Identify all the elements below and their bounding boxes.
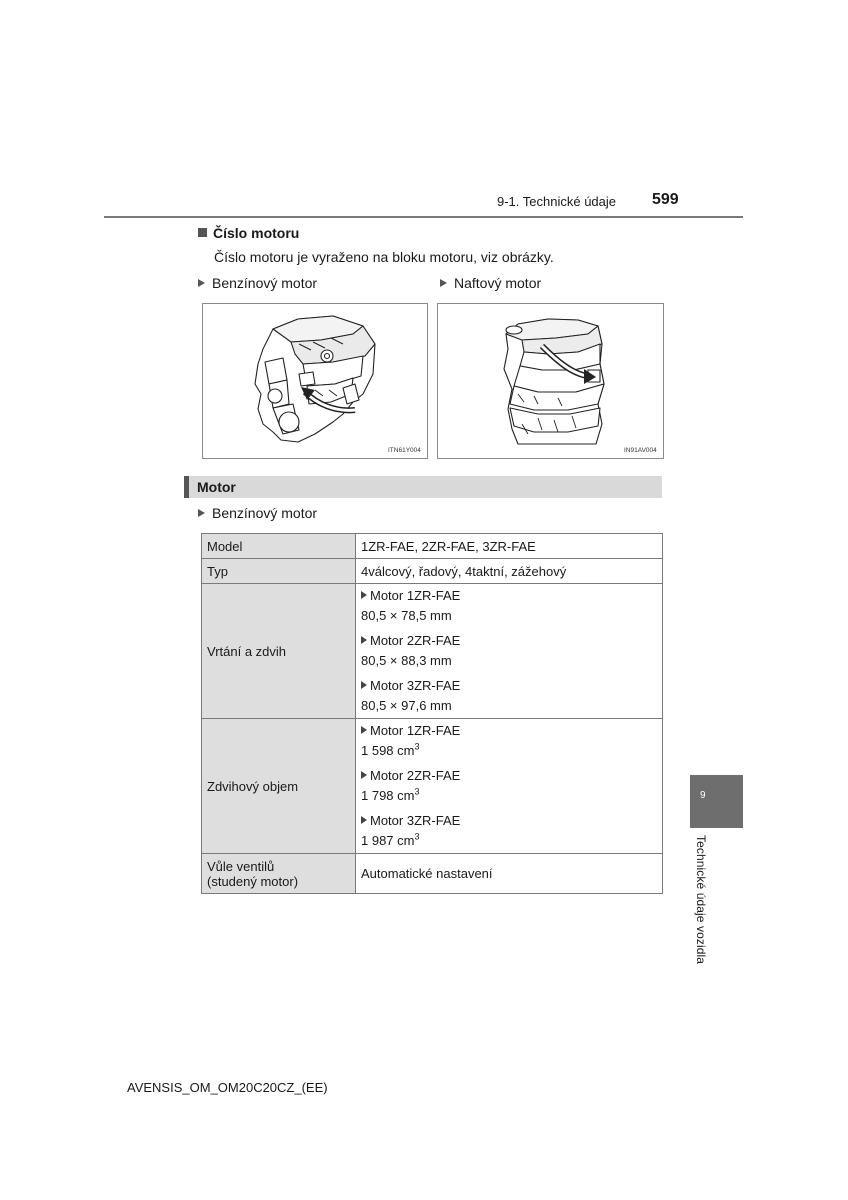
engine-number-description: Číslo motoru je vyraženo na bloku motoru, viz obrázky. [214, 249, 554, 265]
motor-petrol-subheading [198, 505, 317, 521]
triangle-bullet-icon [198, 509, 205, 517]
list-item [361, 811, 657, 851]
triangle-bullet-icon [361, 726, 367, 734]
section-accent [184, 476, 189, 498]
motor-petrol-subheading-text: Benzínový motor [212, 505, 318, 521]
diesel-engine-figure [437, 303, 664, 459]
engine-variant: Motor 2ZR-FAE [370, 633, 461, 648]
motor-section-bar [184, 476, 662, 498]
displacement-value [361, 786, 657, 806]
displacement-number: 1 987 cm [361, 833, 415, 848]
chapter-number: 9 [700, 790, 706, 801]
displacement-value [361, 741, 657, 761]
petrol-engine-figure [202, 303, 428, 459]
engine-variant: Motor 1ZR-FAE [370, 588, 461, 603]
engine-number-heading [198, 225, 299, 241]
diesel-engine-illustration [438, 304, 663, 458]
list-item [361, 721, 657, 761]
footer-code: AVENSIS_OM_OM20C20CZ_(EE) [127, 1080, 328, 1095]
triangle-bullet-icon [361, 816, 367, 824]
engine-spec-table [201, 533, 663, 894]
engine-variant: Motor 3ZR-FAE [370, 678, 461, 693]
triangle-bullet-icon [198, 279, 205, 287]
triangle-bullet-icon [440, 279, 447, 287]
displacement-number: 1 798 cm [361, 788, 415, 803]
displacement-value [361, 831, 657, 851]
row-label: Vrtání a zdvih [202, 584, 356, 719]
row-value: 1ZR-FAE, 2ZR-FAE, 3ZR-FAE [356, 534, 663, 559]
engine-number-heading-text: Číslo motoru [213, 225, 300, 241]
square-bullet-icon [198, 228, 207, 237]
engine-variant: Motor 1ZR-FAE [370, 723, 461, 738]
petrol-engine-illustration [203, 304, 427, 458]
table-row [202, 584, 663, 719]
page-number: 599 [652, 191, 679, 208]
petrol-figure-code: ITN61Y004 [388, 447, 421, 454]
diesel-engine-label-text: Naftový motor [454, 275, 542, 291]
row-value [356, 719, 663, 854]
row-value: 4válcový, řadový, 4taktní, zážehový [356, 559, 663, 584]
row-label-line: Vůle ventilů [207, 858, 275, 874]
header-section-title: 9-1. Technické údaje [497, 194, 617, 209]
unit-exponent: 3 [414, 741, 420, 752]
table-row [202, 719, 663, 854]
row-label: Model [202, 534, 356, 559]
displacement-number: 1 598 cm [361, 743, 415, 758]
row-label [202, 854, 356, 894]
unit-exponent: 3 [414, 831, 420, 842]
table-row [202, 559, 663, 584]
bore-stroke-value: 80,5 × 78,5 mm [361, 608, 452, 623]
list-item [361, 676, 657, 716]
row-value: Automatické nastavení [356, 854, 663, 894]
row-label: Zdvihový objem [202, 719, 356, 854]
row-label-line: (studený motor) [207, 873, 299, 889]
triangle-bullet-icon [361, 771, 367, 779]
triangle-bullet-icon [361, 591, 367, 599]
header-rule [104, 216, 743, 218]
triangle-bullet-icon [361, 681, 367, 689]
diesel-figure-code: IN91AV004 [624, 447, 657, 454]
unit-exponent: 3 [414, 786, 420, 797]
bore-stroke-value: 80,5 × 88,3 mm [361, 653, 452, 668]
motor-section-title: Motor [197, 479, 236, 495]
list-item [361, 766, 657, 806]
petrol-engine-label-text: Benzínový motor [212, 275, 318, 291]
list-item [361, 586, 657, 626]
diesel-engine-label [440, 275, 541, 291]
chapter-title: Technické údaje vozidla [694, 835, 708, 965]
triangle-bullet-icon [361, 636, 367, 644]
chapter-tab [690, 775, 743, 828]
bore-stroke-value: 80,5 × 97,6 mm [361, 698, 452, 713]
engine-variant: Motor 3ZR-FAE [370, 813, 461, 828]
engine-variant: Motor 2ZR-FAE [370, 768, 461, 783]
petrol-engine-label [198, 275, 317, 291]
table-row [202, 534, 663, 559]
row-label: Typ [202, 559, 356, 584]
list-item [361, 631, 657, 671]
row-value [356, 584, 663, 719]
table-row [202, 854, 663, 894]
